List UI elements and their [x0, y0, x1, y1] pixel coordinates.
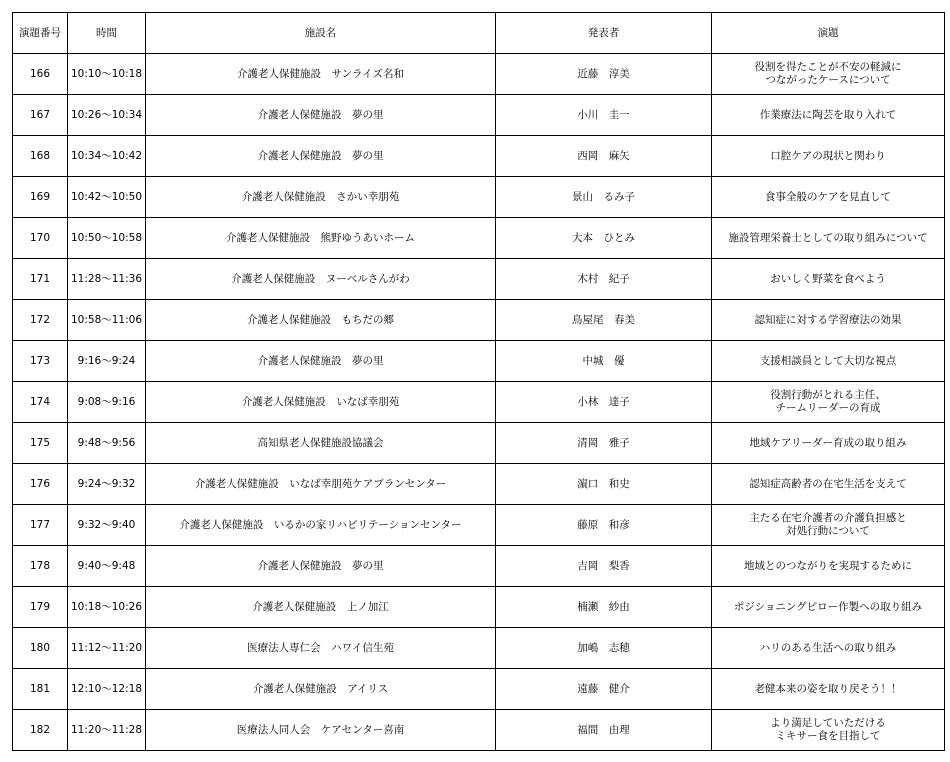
cell-presenter: 景山 るみ子 — [496, 177, 712, 218]
table-row — [13, 628, 945, 669]
cell-number: 173 — [13, 341, 68, 382]
cell-time: 10:58～11:06 — [68, 300, 146, 341]
cell-topic: 地域ケアリーダー育成の取り組み — [712, 423, 945, 464]
cell-number: 170 — [13, 218, 68, 259]
cell-facility: 介護老人保健施設 いるかの家リハビリテーションセンター — [146, 505, 496, 546]
header-time: 時間 — [68, 13, 146, 54]
cell-facility: 介護老人保健施設 いなば幸朋苑ケアプランセンター — [146, 464, 496, 505]
cell-number: 175 — [13, 423, 68, 464]
cell-presenter: 清岡 雅子 — [496, 423, 712, 464]
cell-topic: 認知症に対する学習療法の効果 — [712, 300, 945, 341]
cell-number: 172 — [13, 300, 68, 341]
cell-presenter: 近藤 淳美 — [496, 54, 712, 95]
cell-time: 10:10～10:18 — [68, 54, 146, 95]
cell-presenter: 遠藤 健介 — [496, 669, 712, 710]
table-row — [13, 218, 945, 259]
cell-facility: 介護老人保健施設 熊野ゆうあいホーム — [146, 218, 496, 259]
header-row — [13, 13, 945, 54]
cell-presenter: 藤原 和彦 — [496, 505, 712, 546]
table-row — [13, 341, 945, 382]
header-facility: 施設名 — [146, 13, 496, 54]
cell-time: 9:08～9:16 — [68, 382, 146, 423]
table-row — [13, 95, 945, 136]
cell-time: 9:40～9:48 — [68, 546, 146, 587]
cell-facility: 介護老人保健施設 いなば幸朋苑 — [146, 382, 496, 423]
table-row — [13, 382, 945, 423]
cell-presenter: 濵口 和史 — [496, 464, 712, 505]
header-number: 演題番号 — [13, 13, 68, 54]
cell-number: 169 — [13, 177, 68, 218]
table-row — [13, 177, 945, 218]
cell-facility: 介護老人保健施設 夢の里 — [146, 546, 496, 587]
cell-topic: 施設管理栄養士としての取り組みについて — [712, 218, 945, 259]
table-row — [13, 505, 945, 546]
cell-facility: 介護老人保健施設 ヌーベルさんがわ — [146, 259, 496, 300]
cell-topic: 地域とのつながりを実現するために — [712, 546, 945, 587]
cell-time: 9:16～9:24 — [68, 341, 146, 382]
cell-topic: 役割を得たことが不安の軽減に つながったケースについて — [712, 54, 945, 95]
cell-time: 9:24～9:32 — [68, 464, 146, 505]
cell-time: 10:50～10:58 — [68, 218, 146, 259]
cell-facility: 介護老人保健施設 さかい幸朋苑 — [146, 177, 496, 218]
header-presenter: 発表者 — [496, 13, 712, 54]
cell-presenter: 小林 達子 — [496, 382, 712, 423]
cell-time: 11:20～11:28 — [68, 710, 146, 751]
cell-number: 166 — [13, 54, 68, 95]
cell-topic: ハリのある生活への取り組み — [712, 628, 945, 669]
table-row — [13, 259, 945, 300]
cell-time: 11:28～11:36 — [68, 259, 146, 300]
cell-time: 10:26～10:34 — [68, 95, 146, 136]
cell-presenter: 木村 紀子 — [496, 259, 712, 300]
cell-topic: 食事全般のケアを見直して — [712, 177, 945, 218]
cell-topic: 作業療法に陶芸を取り入れて — [712, 95, 945, 136]
cell-topic: 認知症高齢者の在宅生活を支えて — [712, 464, 945, 505]
cell-number: 168 — [13, 136, 68, 177]
cell-presenter: 楠瀬 紗由 — [496, 587, 712, 628]
cell-presenter: 大本 ひとみ — [496, 218, 712, 259]
cell-facility: 介護老人保健施設 夢の里 — [146, 136, 496, 177]
table-row — [13, 710, 945, 751]
cell-presenter: 鳥屋尾 春美 — [496, 300, 712, 341]
cell-number: 179 — [13, 587, 68, 628]
cell-number: 167 — [13, 95, 68, 136]
cell-time: 11:12～11:20 — [68, 628, 146, 669]
cell-time: 10:34～10:42 — [68, 136, 146, 177]
table-row — [13, 300, 945, 341]
cell-number: 171 — [13, 259, 68, 300]
cell-topic: 老健本来の姿を取り戻そう！！ — [712, 669, 945, 710]
cell-facility: 介護老人保健施設 サンライズ名和 — [146, 54, 496, 95]
cell-facility: 介護老人保健施設 もちだの郷 — [146, 300, 496, 341]
cell-facility: 介護老人保健施設 アイリス — [146, 669, 496, 710]
cell-presenter: 福間 由理 — [496, 710, 712, 751]
cell-time: 9:48～9:56 — [68, 423, 146, 464]
header-topic: 演題 — [712, 13, 945, 54]
table-row — [13, 423, 945, 464]
cell-time: 9:32～9:40 — [68, 505, 146, 546]
cell-facility: 高知県老人保健施設協議会 — [146, 423, 496, 464]
table-row — [13, 587, 945, 628]
table-row — [13, 136, 945, 177]
cell-number: 182 — [13, 710, 68, 751]
cell-topic: ポジショニングピロー作製への取り組み — [712, 587, 945, 628]
cell-time: 10:18～10:26 — [68, 587, 146, 628]
cell-facility: 介護老人保健施設 夢の里 — [146, 95, 496, 136]
cell-time: 12:10～12:18 — [68, 669, 146, 710]
cell-topic: おいしく野菜を食べよう — [712, 259, 945, 300]
table-row — [13, 54, 945, 95]
cell-number: 177 — [13, 505, 68, 546]
cell-presenter: 加嶋 志穂 — [496, 628, 712, 669]
cell-number: 180 — [13, 628, 68, 669]
cell-facility: 介護老人保健施設 夢の里 — [146, 341, 496, 382]
cell-number: 176 — [13, 464, 68, 505]
cell-topic: 口腔ケアの現状と関わり — [712, 136, 945, 177]
cell-presenter: 小川 圭一 — [496, 95, 712, 136]
table-row — [13, 669, 945, 710]
cell-topic: 役割行動がとれる主任、 チームリーダーの育成 — [712, 382, 945, 423]
cell-presenter: 西岡 麻矢 — [496, 136, 712, 177]
cell-topic: より満足していただける ミキサー食を目指して — [712, 710, 945, 751]
cell-presenter: 中城 優 — [496, 341, 712, 382]
table-row — [13, 546, 945, 587]
presentation-schedule-table — [12, 12, 945, 751]
cell-topic: 支援相談員として大切な視点 — [712, 341, 945, 382]
cell-number: 181 — [13, 669, 68, 710]
cell-topic: 主たる在宅介護者の介護負担感と 対処行動について — [712, 505, 945, 546]
cell-time: 10:42～10:50 — [68, 177, 146, 218]
table-row — [13, 464, 945, 505]
cell-presenter: 吉岡 梨香 — [496, 546, 712, 587]
cell-facility: 医療法人専仁会 ハワイ信生苑 — [146, 628, 496, 669]
cell-number: 178 — [13, 546, 68, 587]
cell-facility: 介護老人保健施設 上ノ加江 — [146, 587, 496, 628]
cell-facility: 医療法人同人会 ケアセンター喜南 — [146, 710, 496, 751]
cell-number: 174 — [13, 382, 68, 423]
